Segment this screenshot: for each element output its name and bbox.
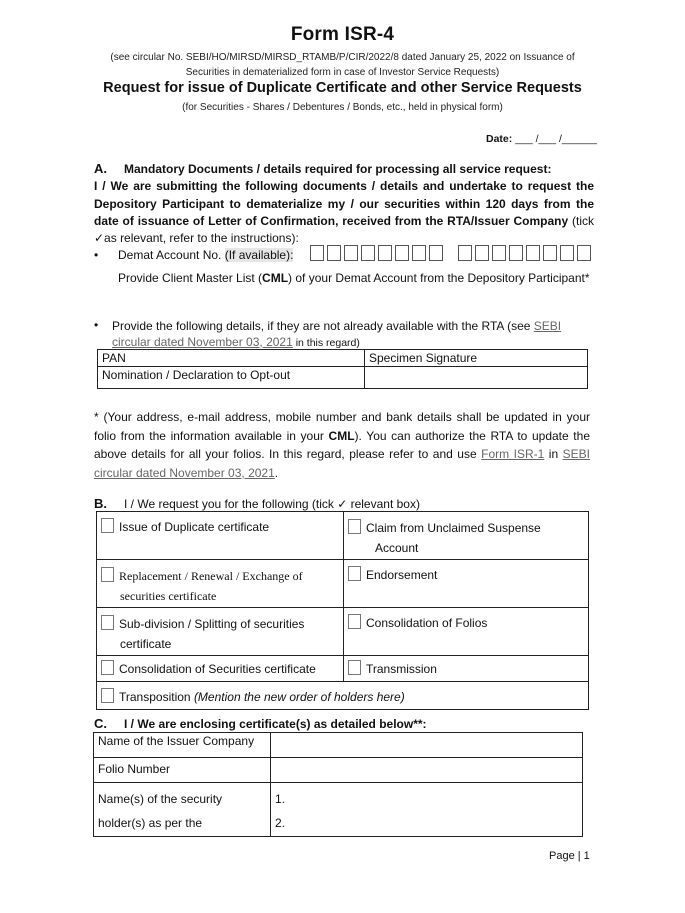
holder-names-label: Name(s) of the security holder(s) as per the — [94, 783, 271, 837]
digit-box[interactable] — [361, 245, 375, 261]
folio-number-value[interactable] — [271, 758, 583, 783]
digit-box[interactable] — [327, 245, 341, 261]
circular-line-2: Securities in dematerialized form in case of Investor Service Requests) — [185, 67, 500, 78]
section-a-heading: A. Mandatory Documents / details required for processing all service request: — [94, 161, 552, 176]
digit-box[interactable] — [412, 245, 426, 261]
checkbox[interactable] — [101, 688, 114, 703]
option-replacement[interactable]: Replacement / Renewal / Exchange of securities certificate — [97, 560, 344, 608]
form-isr1-link[interactable]: Form ISR-1 — [481, 447, 545, 461]
sebi-circular-link[interactable]: SEBI circular dated November 03, 2021 — [112, 319, 562, 349]
certificate-details-table — [93, 732, 583, 837]
circular-line-1: (see circular No. SEBI/HO/MIRSD/MIRSD_RTAMB/P/CIR/2022/8 dated January 25, 2022 on Issuance of — [110, 52, 575, 63]
section-b-heading: B. I / We request you for the following (tick ✓ relevant box) — [94, 496, 420, 511]
section-c-heading: C. I / We are enclosing certificate(s) as detailed below**: — [94, 716, 427, 731]
checkbox[interactable] — [348, 566, 361, 581]
checkbox[interactable] — [101, 660, 114, 675]
form-subheading: (for Securities - Shares / Debentures / Bonds, etc., held in physical form) — [182, 102, 503, 113]
digit-box[interactable] — [429, 245, 443, 261]
sebi-circular-link[interactable]: SEBI circular dated November 03, 2021 — [94, 447, 591, 480]
option-consolidation-securities[interactable]: Consolidation of Securities certificate — [97, 656, 344, 682]
option-duplicate[interactable]: Issue of Duplicate certificate — [97, 512, 344, 560]
digit-box[interactable] — [458, 245, 472, 261]
bullet-dot: • — [94, 318, 99, 332]
option-transposition[interactable]: Transposition (Mention the new order of holders here) — [97, 682, 589, 710]
digit-box[interactable] — [475, 245, 489, 261]
checkbox[interactable] — [348, 614, 361, 629]
pan-cell[interactable]: PAN — [98, 350, 365, 367]
section-c-letter: C. — [94, 716, 107, 731]
section-a-letter: A. — [94, 161, 107, 176]
digit-box[interactable] — [344, 245, 358, 261]
digit-box[interactable] — [492, 245, 506, 261]
folio-number-label: Folio Number — [94, 758, 271, 783]
digit-box[interactable] — [509, 245, 523, 261]
issuer-company-label: Name of the Issuer Company — [94, 733, 271, 758]
address-update-note: * (Your address, e-mail address, mobile number and bank details shall be updated in your folio from the information available in your CML). You can authorize the RTA to update the above details for all your folios. In this regard, please refer to and use Form ISR-1 in SEBI circular dated November 03, 2021. — [94, 410, 591, 480]
form-title: Form ISR-4 — [290, 24, 395, 45]
section-b-letter: B. — [94, 496, 107, 511]
nomination-value-cell[interactable] — [365, 367, 588, 389]
section-a-undertaking: I / We are submitting the following documents / details and undertake to request the Depository Participant to dematerialize my / our securities within 120 days from the date of issuance of Letter of Confirmation, received from the RTA/Issuer Company — [94, 179, 594, 228]
digit-box[interactable] — [526, 245, 540, 261]
checkbox[interactable] — [101, 518, 114, 533]
checkbox[interactable] — [101, 615, 114, 630]
form-heading: Request for issue of Duplicate Certificate and other Service Requests — [103, 80, 582, 96]
date-field[interactable] — [486, 133, 597, 145]
checkbox[interactable] — [101, 567, 114, 582]
digit-box[interactable] — [310, 245, 324, 261]
demat-account-boxes[interactable] — [310, 245, 594, 261]
option-transmission[interactable]: Transmission — [344, 656, 589, 682]
option-claim-unclaimed[interactable]: Claim from Unclaimed Suspense Account — [344, 512, 589, 560]
service-request-table — [96, 511, 589, 710]
digit-box[interactable] — [395, 245, 409, 261]
section-a — [94, 160, 594, 247]
option-consolidation-folios[interactable]: Consolidation of Folios — [344, 608, 589, 656]
digit-box[interactable] — [560, 245, 574, 261]
pan-instruction: Provide the following details, if they are not already available with the RTA (see SEBI circular dated November 03, 2021 in this regard) — [112, 319, 562, 349]
checkbox[interactable] — [348, 660, 361, 675]
digit-box[interactable] — [543, 245, 557, 261]
date-blank[interactable]: ___ /___ /______ — [515, 133, 597, 145]
cml-instruction: Provide Client Master List (CML) of your Demat Account from the Depository Participant* — [118, 271, 590, 285]
bullet-dot: • — [94, 248, 99, 262]
nomination-cell[interactable]: Nomination / Declaration to Opt-out — [98, 367, 365, 389]
date-label: Date: — [486, 133, 513, 145]
details-table — [97, 349, 588, 389]
checkbox[interactable] — [348, 519, 361, 534]
option-endorsement[interactable]: Endorsement — [344, 560, 589, 608]
section-a-tick-note: (tick ✓as relevant, refer to the instructions): — [94, 213, 594, 246]
demat-account-label: Demat Account No. (If available): — [118, 248, 294, 262]
issuer-company-value[interactable] — [271, 733, 583, 758]
holder-names-value[interactable]: 1. 2. — [271, 783, 583, 837]
page-number: Page | 1 — [549, 850, 590, 862]
digit-box[interactable] — [378, 245, 392, 261]
digit-box[interactable] — [577, 245, 591, 261]
specimen-signature-cell[interactable]: Specimen Signature — [365, 350, 588, 367]
option-subdivision[interactable]: Sub-division / Splitting of securities certificate — [97, 608, 344, 656]
section-a-paragraph — [94, 178, 594, 247]
